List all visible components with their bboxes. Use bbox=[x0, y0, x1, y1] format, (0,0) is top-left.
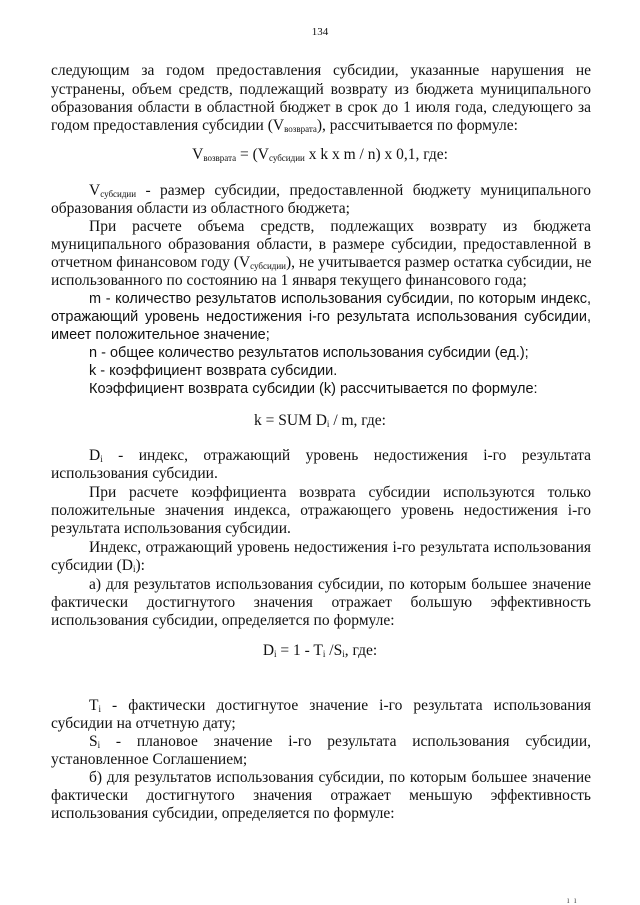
text-line: отчетном финансовом году $(V_{субсидии})$, не учитывается размер остатка субсидии, не bbox=[51, 254, 592, 271]
text-line: использования субсидии. bbox=[51, 465, 218, 482]
text-line: Индекс, отражающий уровень недостижения i-го результата использования bbox=[89, 539, 591, 556]
item-a: а) для результатов использования субсидии, по которым большее значение bbox=[89, 576, 591, 593]
text-line: субсидии на отчетную дату; bbox=[51, 715, 236, 732]
definition-n: n - общее количество результатов использования субсидии (ед.); bbox=[89, 345, 529, 361]
text-line: использованного по состоянию на 1 января текущего финансового года; bbox=[51, 272, 527, 289]
text-line: годом предоставления субсидии $(V_{возврата})$, рассчитывается по формуле: bbox=[51, 117, 518, 134]
text-line: установленное Соглашением; bbox=[51, 751, 248, 768]
definition-s-i: $S_i$ - плановое значение i-го результата использования субсидии, bbox=[89, 733, 591, 750]
text-line: образования области из областного бюджета; bbox=[51, 200, 350, 217]
definition-d-i: $D_i$ - индекс, отражающий уровень недостижения i-го результата bbox=[89, 447, 591, 464]
text-line: положительные значения индекса, отражающего уровень недостижения i-го bbox=[51, 502, 591, 519]
definition-v-subsidy: $V_{субсидии}$ - размер субсидии, предоставленной бюджету муниципального bbox=[89, 182, 591, 199]
scan-artifact: ı ı bbox=[567, 895, 577, 905]
text-line: использования субсидии, определяется по формуле: bbox=[51, 612, 395, 629]
text-line: имеет положительное значение; bbox=[51, 327, 270, 343]
definition-t-i: $T_i$ - фактически достигнутое значение i-го результата использования bbox=[89, 697, 591, 714]
text-line: устранены, объем средств, подлежащий возврату из бюджета муниципального bbox=[51, 81, 591, 98]
text-line: При расчете коэффициента возврата субсидии используются только bbox=[89, 484, 591, 501]
text-line: субсидии $(D_i)$: bbox=[51, 557, 145, 574]
text-line: результата использования субсидии. bbox=[51, 520, 291, 537]
definition-k: k - коэффициент возврата субсидии. bbox=[89, 363, 338, 379]
text-line: образования области в областной бюджет в срок до 1 июля года, следующего за bbox=[51, 99, 591, 116]
formula-return-volume: $V_{возврата} = (V_{субсидии}$ x k x m / n) x 0,1, где: bbox=[192, 146, 448, 163]
text-line: отражающий уровень недостижения i-го результата использования субсидии, bbox=[51, 309, 591, 325]
text-line: следующим за годом предоставления субсидии, указанные нарушения не bbox=[51, 62, 591, 79]
page-number: 134 bbox=[311, 26, 329, 38]
text-line: муниципального образования области, в размере субсидии, предоставленной в bbox=[51, 236, 591, 253]
text-line: использования субсидии, определяется по формуле: bbox=[51, 805, 395, 822]
formula-return-coefficient: k = SUM $D_i$ / m, где: bbox=[254, 412, 386, 429]
formula-index-a: $D_i = 1 - T_i$ $/S_i$, где: bbox=[262, 642, 378, 659]
text-line: фактически достигнутого значения отражает большую эффективность bbox=[51, 594, 591, 611]
text-line: фактически достигнутого значения отражает меньшую эффективность bbox=[51, 787, 591, 804]
definition-m: m - количество результатов использования субсидии, по которым индекс, bbox=[89, 291, 591, 307]
text-line: Коэффициент возврата субсидии (k) рассчитывается по формуле: bbox=[89, 381, 538, 397]
item-b: б) для результатов использования субсидии, по которым большее значение bbox=[89, 769, 591, 786]
text-line: При расчете объема средств, подлежащих возврату из бюджета bbox=[89, 218, 591, 235]
